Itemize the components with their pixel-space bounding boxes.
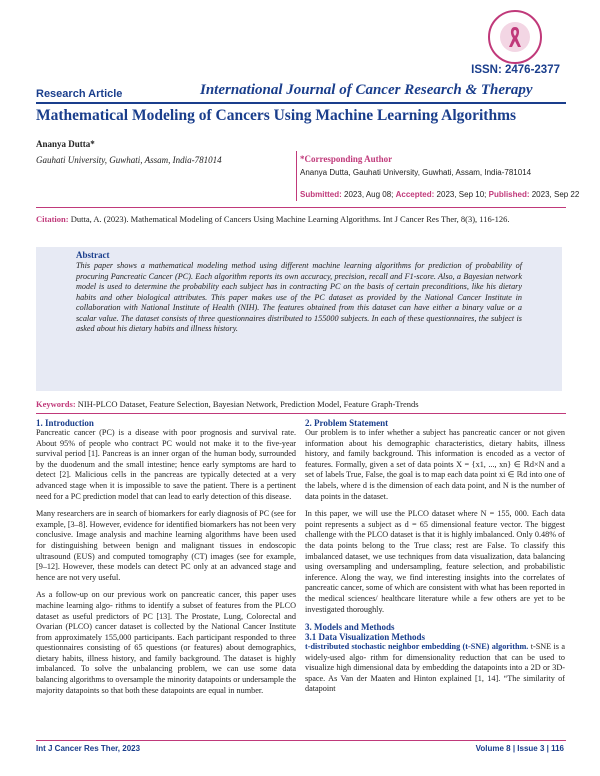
- abstract-heading: Abstract: [76, 250, 110, 260]
- abstract-text: This paper shows a mathematical modeling method using different machine learning algorithms for prediction of probability of procuring Pancreatic Cancer (PC). Each algorithm reports its own accuracy, precision, recall and F1-score. Also, a Bayesian network model is used to determine the probability each subject has in contracting PC on the basis of certain preconditions, like his dietary habits and other biological attributes. This paper makes use of the PC dataset as provided by the National Cancer Institute in collaboration with National Institute of Health (NIH). The features obtained from this dataset can have either a binary value or a scalar value. The dataset consists of three questionnaires distributed to 155000 subjects. In each of these questionnaires, the subject is asked about his dietary habits and illness history.: [76, 261, 522, 333]
- corresponding-text: Ananya Dutta, Gauhati University, Guwhati, Assam, India-781014: [300, 168, 532, 177]
- corresponding-heading: *Corresponding Author: [300, 154, 393, 164]
- left-column: [36, 418, 296, 703]
- paragraph: As a follow-up on our previous work on pancreatic cancer, this paper uses machine learning algo- rithms to identify a subset of features from the PLCO dataset as useful predictors of PC [13]. The Prostate, Lung, Colorectal and Ovarian (PLCO) cancer dataset is collected by the National Cancer Institute from approximately 155,000 participants. Each participant responded to three questionnaires consisting of 65 questions (or features) about demographics, dietary habits, illness history, and family background. The dataset is highly imbalanced. To solve the unbalancing problem, we can use some data balancing algorithms to oversample the minority datapoints or undersample the majority datapoints so that both these datapoints are equal in number.: [36, 590, 296, 695]
- accepted-label: Accepted:: [395, 190, 435, 199]
- right-column: [305, 418, 565, 702]
- abstract-box: [36, 247, 562, 391]
- keywords-label: Keywords:: [36, 399, 76, 409]
- paragraph: [305, 642, 565, 695]
- paper-title: Mathematical Modeling of Cancers Using Machine Learning Algorithms: [36, 107, 517, 124]
- published-label: Published:: [488, 190, 530, 199]
- submitted-label: Submitted:: [300, 190, 342, 199]
- paragraph: Our problem is to infer whether a subject has pancreatic cancer or not given information about his demographic characteristics, dietary habits, illness history, and family background. This information is encoded as a vector of features. Formally, given a set of data points X = {x1, ..., xn} ∈ ℝd×N and a set of labels True, False, the goal is to map each data point xi ∈ ℝd into one of the labels, where d is the dimension of each data point, and N is the number of data points in the dataset.: [305, 428, 565, 501]
- author-name: Ananya Dutta*: [36, 139, 95, 149]
- citation-text[interactable]: Dutta, A. (2023). Mathematical Modeling of Cancers Using Machine Learning Algorithms. Int J Cancer Res Ther, 8(3), 116-126.: [70, 214, 510, 224]
- divider: [36, 413, 566, 414]
- footer-volume: Volume 8 | Issue 3 | 116: [475, 744, 564, 753]
- section-heading-models-methods: 3. Models and Methods: [305, 622, 395, 633]
- accepted-date: 2023, Sep 10: [436, 190, 485, 199]
- paragraph: Pancreatic cancer (PC) is a disease with poor prognosis and survival rate. About 95% of people who contract PC would not make it to the five-year survival period [1]. Pancreas is an inner organ of the human body, surrounded by the duodenum and the small intestine; hence early symptoms are hard to detect [2]. Malicious cells in the pancreas are typically detected at a very advanced stage when it is impossible to save the patient. There is a pertinent need for a PC prediction model that can lead to early detection of this disease.: [36, 428, 296, 501]
- tsne-lead: t-distributed stochastic neighbor embedding (t-SNE) algorithm.: [305, 642, 529, 652]
- subsection-heading-data-visualization: 3.1 Data Visualization Methods: [305, 632, 426, 643]
- article-type: Research Article: [36, 88, 123, 100]
- paragraph: In this paper, we will use the PLCO dataset where N = 155, 000. Each data point represents a subject as d = 65 dimensional feature vector. The biggest challenge with the PLCO dataset is that it is highly imbalanced. Only 0.48% of the data points belong to the True class; rest are False. To classify this imbalanced dataset, we use techniques from data visualization, data balancing using oversampling and undersampling, feature selection, and probabilistic inference. Along the way, we find interesting insights into the correlates of pancreatic cancer, some of which are consistent with what has been reported in the medical sciences/ healthcare literature while a few others are yet to be investigated thoroughly.: [305, 509, 565, 614]
- keywords: [36, 399, 419, 409]
- divider: [36, 207, 566, 208]
- publication-dates: Submitted: 2023, Aug 08; Accepted: 2023, Sep 10; Published: 2023, Sep 22: [300, 190, 580, 199]
- author-affiliation: Gauhati University, Guwhati, Assam, India-781014: [36, 155, 222, 165]
- published-date: 2023, Sep 22: [531, 190, 580, 199]
- section-heading-introduction: 1. Introduction: [36, 418, 94, 428]
- journal-name[interactable]: International Journal of Cancer Research & Therapy: [200, 82, 533, 98]
- tsne-text: t-SNE is a widely-used algo- rithm for dimensionality reduction that can be used to visualize high dimensional data by embedding the datapoints into a 2D or 3D-space. As Van der Maaten and Hinton explained [1, 14]. “The similarity of datapoint: [305, 642, 565, 694]
- citation: [36, 213, 562, 225]
- section-heading-problem-statement: 2. Problem Statement: [305, 418, 389, 428]
- footer-rule: [36, 740, 566, 741]
- journal-logo-icon: [488, 10, 542, 64]
- keywords-text: NIH-PLCO Dataset, Feature Selection, Bayesian Network, Prediction Model, Feature Graph-Trends: [77, 399, 419, 409]
- paragraph: Many researchers are in search of biomarkers for early diagnosis of PC (see for example, [3–8]. However, evidence for identified biomarkers has not been very conclusive. Image analysis and machine learning algorithms have been used for distinguishing between benign and malignant tissues in endoscopic ultrasound (EUS) and computed tomography (CT) images (see for example, [9–12]. However, these models can detect PC only at an advanced stage and hence are not very useful.: [36, 509, 296, 582]
- citation-label: Citation:: [36, 214, 69, 224]
- submitted-date: 2023, Aug 08: [344, 190, 392, 199]
- issn: ISSN: 2476-2377: [471, 64, 560, 76]
- footer-journal: Int J Cancer Res Ther, 2023: [36, 744, 141, 753]
